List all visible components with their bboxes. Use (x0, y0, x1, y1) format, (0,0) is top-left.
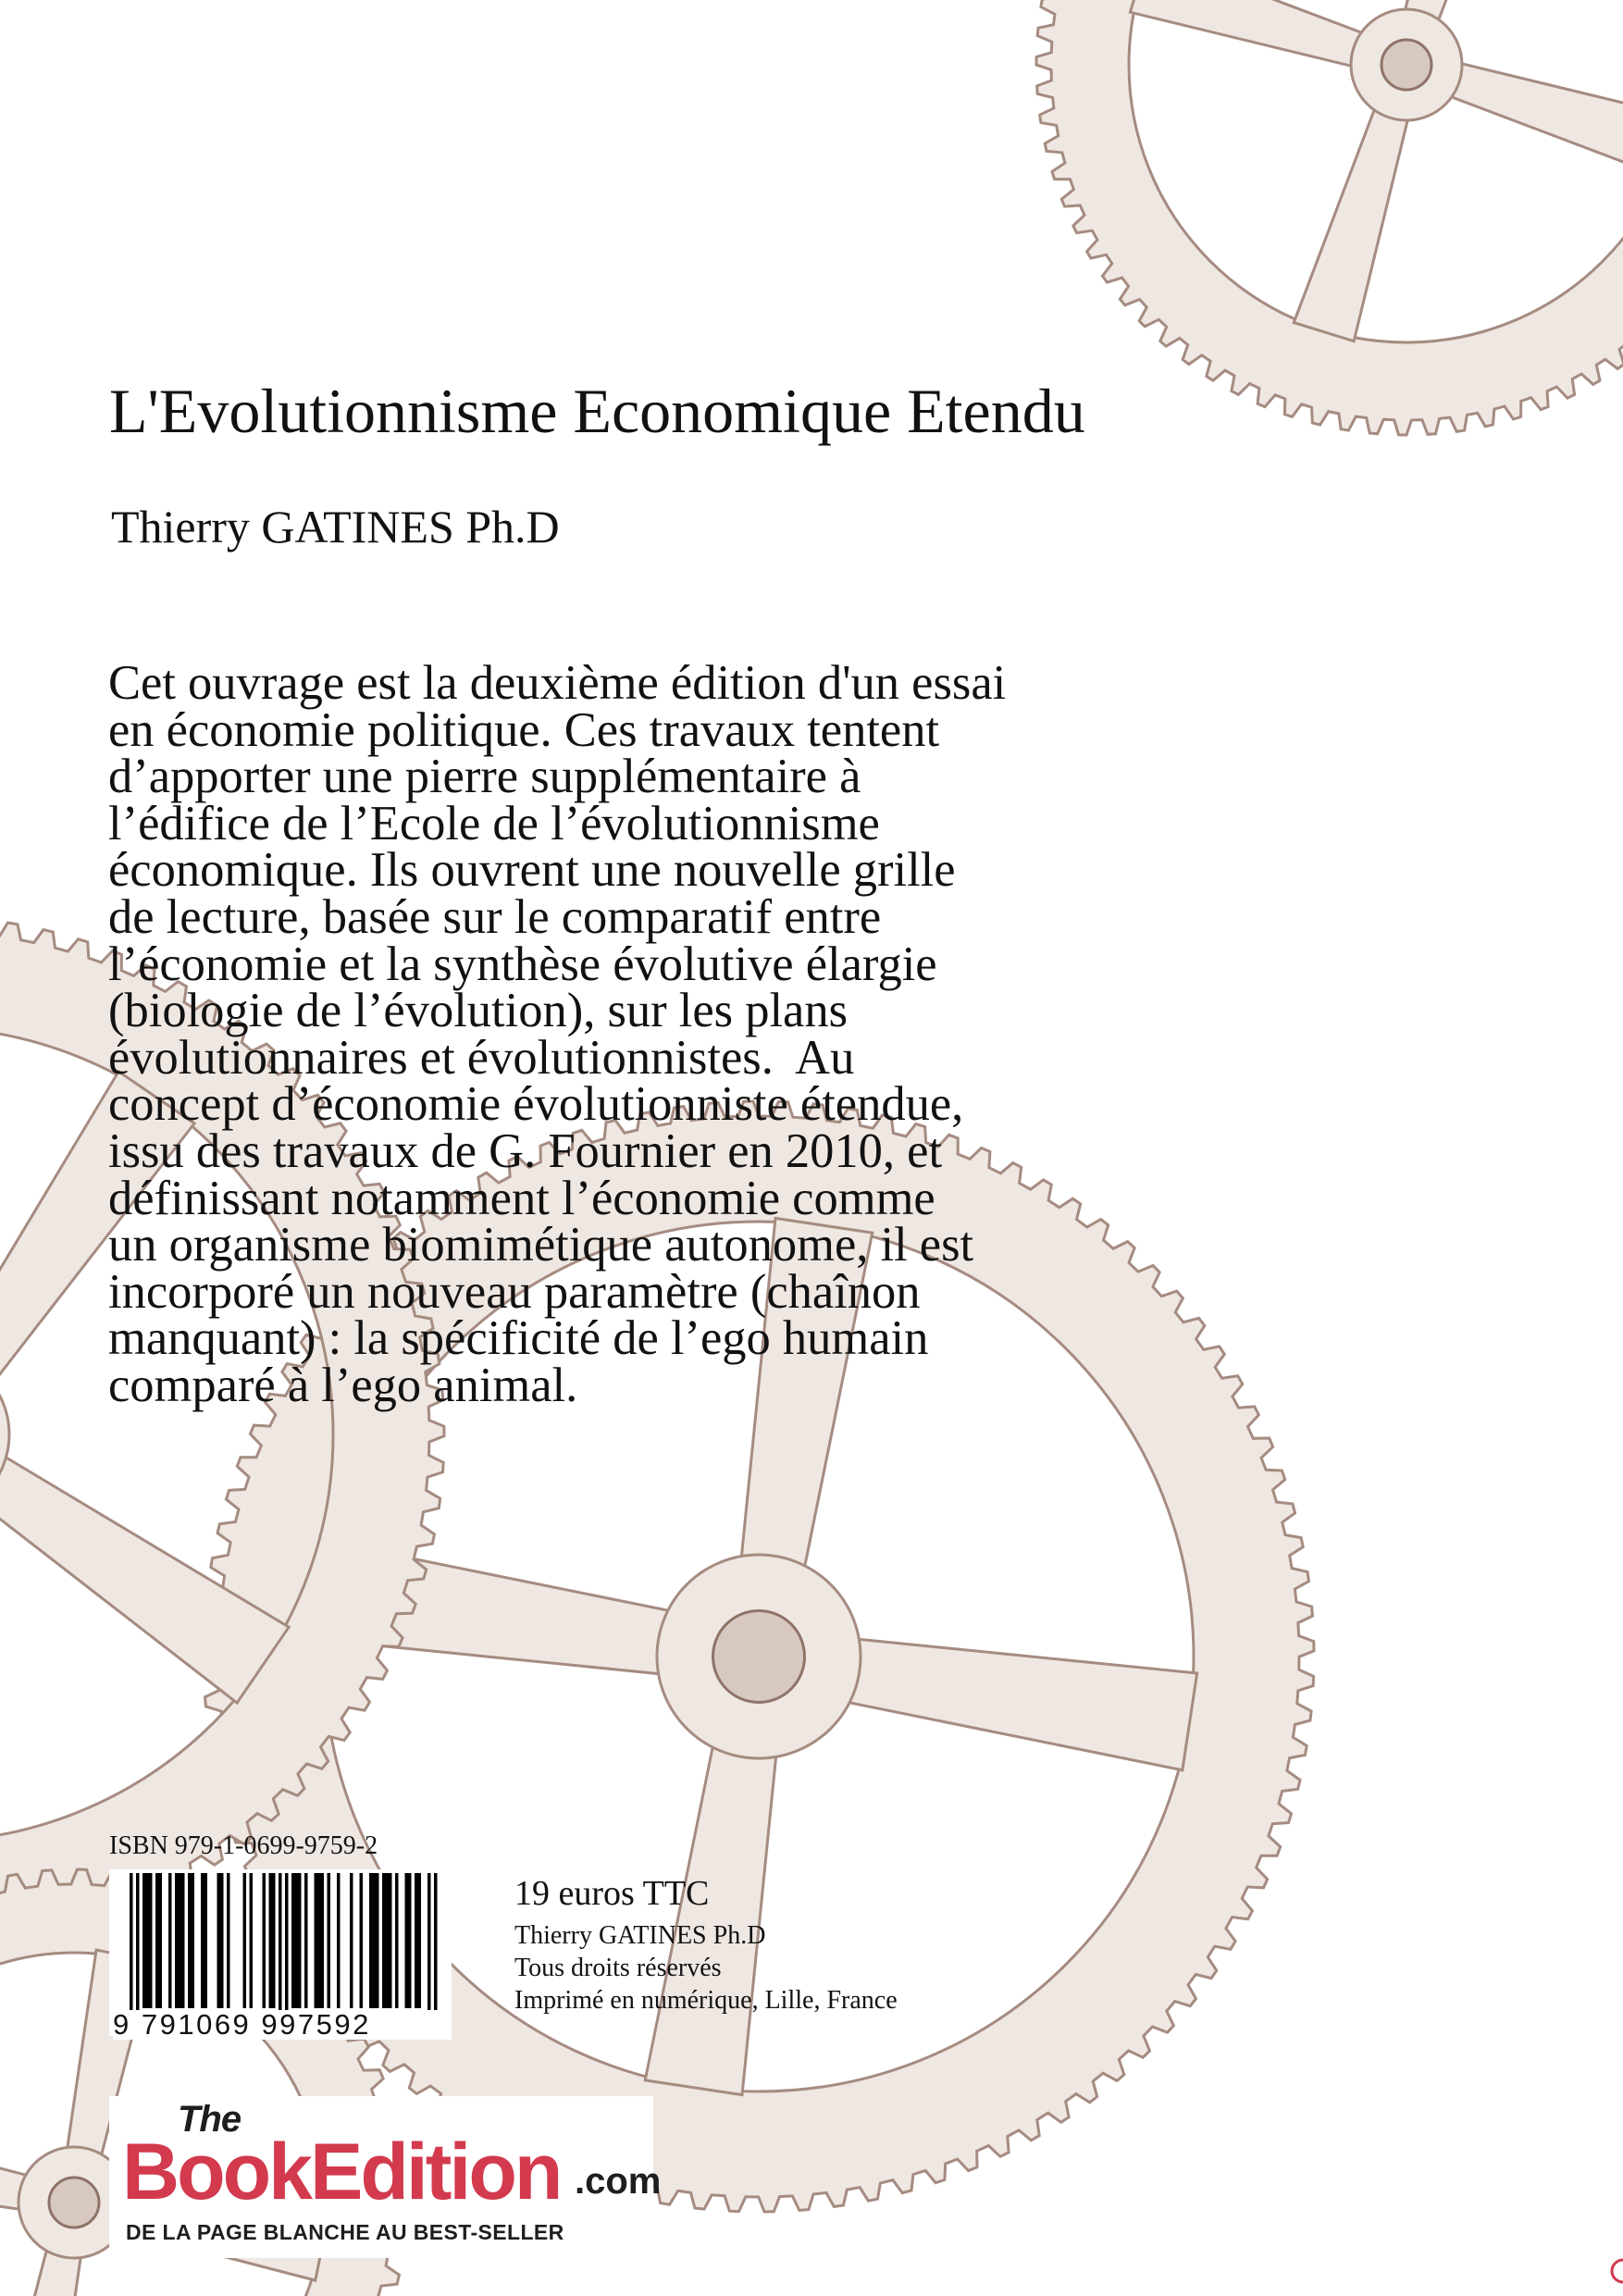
barcode-bar (373, 1873, 377, 2008)
gear-spoke (849, 1639, 1197, 1769)
blurb-line: en économie politique. Ces travaux tentent (108, 702, 940, 757)
blurb-line: d’apporter une pierre supplémentaire à (108, 750, 861, 804)
barcode-bar (386, 1873, 390, 2008)
barcode-bar (181, 1873, 185, 2008)
barcode-bar (418, 1873, 422, 2008)
barcode-bar (188, 1873, 192, 2008)
gear-spoke (1130, 0, 1361, 66)
logo-prefix: The (178, 2099, 242, 2140)
gear-shape (1036, 0, 1623, 435)
barcode-bar (298, 1873, 302, 2008)
isbn-barcode (109, 1869, 452, 2041)
barcode-digits: 9 791069 997592 (113, 2010, 452, 2040)
barcode-bar (159, 1873, 163, 2008)
barcode-bar (250, 1873, 254, 2008)
barcode-bar (201, 1873, 204, 2008)
barcode-bar (328, 1873, 331, 2008)
blurb-line: évolutionnaires et évolutionnistes. Au (108, 1030, 855, 1085)
barcode-bar (389, 1873, 392, 2008)
blurb-line: économique. Ils ouvrent une nouvelle grille (108, 843, 956, 898)
blurb-line: issu des travaux de G. Fournier en 2010, et (108, 1123, 943, 1178)
barcode-bar (227, 1873, 230, 2008)
barcode-bar (192, 1873, 195, 2008)
blurb-line: concept d’économie évolutionniste étendue, (108, 1077, 964, 1132)
gear-axle (1381, 40, 1431, 90)
blurb-line: définissant notamment l’économie comme (108, 1171, 935, 1225)
logo-suffix: .com (575, 2161, 662, 2202)
barcode-bar (350, 1873, 353, 2008)
barcode-bar (204, 1873, 208, 2008)
gear-axle (49, 2178, 99, 2228)
gear-axle (713, 1611, 805, 1703)
barcode-bar (360, 1873, 364, 2008)
barcode-bar (168, 1873, 172, 2008)
barcode-bar (220, 1873, 224, 2008)
blurb-line: un organisme biomimétique autonome, il est (108, 1218, 974, 1272)
barcode-bar (382, 1873, 386, 2008)
logo-wordmark: BookEdition (122, 2128, 561, 2216)
isbn-label: ISBN 979-1-0699-9759-2 (109, 1831, 378, 1860)
imprint-author: Thierry GATINES Ph.D (514, 1921, 766, 1950)
barcode-bar (317, 1873, 321, 2008)
price: 19 euros TTC (514, 1874, 710, 1913)
barcode-bar (427, 1873, 431, 2021)
gear-rim (1036, 0, 1623, 435)
blurb-line: (biologie de l’évolution), sur les plans (108, 984, 849, 1038)
barcode-bar (272, 1873, 276, 2008)
barcode-bar (243, 1873, 247, 2008)
blurb-line: incorporé un nouveau paramètre (chaînon (108, 1264, 921, 1319)
barcode-bar (279, 1873, 282, 2021)
barcode-bar (142, 1873, 146, 2008)
back-cover-blurb (108, 656, 1311, 1412)
barcode-bar (408, 1873, 412, 2008)
barcode-bar (295, 1873, 299, 2008)
barcode-bar (337, 1873, 341, 2008)
barcode-bar (136, 1873, 140, 2021)
barcode-bar (155, 1873, 159, 2008)
barcode-bar (285, 1873, 289, 2021)
publisher-logo (109, 2096, 662, 2258)
barcode-bar (146, 1873, 150, 2008)
barcode-bar (415, 1873, 418, 2008)
barcode-bar (395, 1873, 399, 2008)
barcode-bar (149, 1873, 153, 2008)
imprint-printing: Imprimé en numérique, Lille, France (514, 1986, 898, 2015)
blurb-line: Cet ouvrage est la deuxième édition d'un essai (108, 656, 1007, 710)
barcode-bar (179, 1873, 182, 2008)
barcode-bar (175, 1873, 179, 2008)
barcode-bar (291, 1873, 295, 2008)
barcode-bar (130, 1873, 133, 2021)
barcode-bar (269, 1873, 273, 2008)
barcode-bar (263, 1873, 266, 2008)
blurb-line: de lecture, basée sur le comparatif entre (108, 889, 882, 944)
book-title: L'Evolutionnisme Economique Etendu (109, 376, 1085, 446)
blurb-line: manquant) : la spécificité de l’ego humain (108, 1311, 929, 1366)
barcode-bar (376, 1873, 379, 2008)
barcode-bar (369, 1873, 373, 2008)
barcode-bar (217, 1873, 221, 2008)
gear-spoke (1452, 64, 1623, 178)
blurb-line: comparé à l’ego animal. (108, 1358, 578, 1412)
barcode-bar (315, 1873, 318, 2008)
gear-spoke (1294, 110, 1407, 341)
logo-tagline: DE LA PAGE BLANCHE AU BEST-SELLER (126, 2220, 564, 2244)
barcode-bar (304, 1873, 308, 2008)
barcode-bar (321, 1873, 325, 2008)
barcode-bar (405, 1873, 409, 2008)
imprint-rights: Tous droits réservés (514, 1954, 722, 1982)
blurb-line: l’économie et la synthèse évolutive élargie (108, 937, 937, 991)
edge-circle-icon (1610, 2258, 1623, 2284)
barcode-bar (434, 1873, 438, 2021)
blurb-line: l’édifice de l’Ecole de l’évolutionnisme (108, 796, 880, 850)
author-name: Thierry GATINES Ph.D (111, 501, 560, 552)
